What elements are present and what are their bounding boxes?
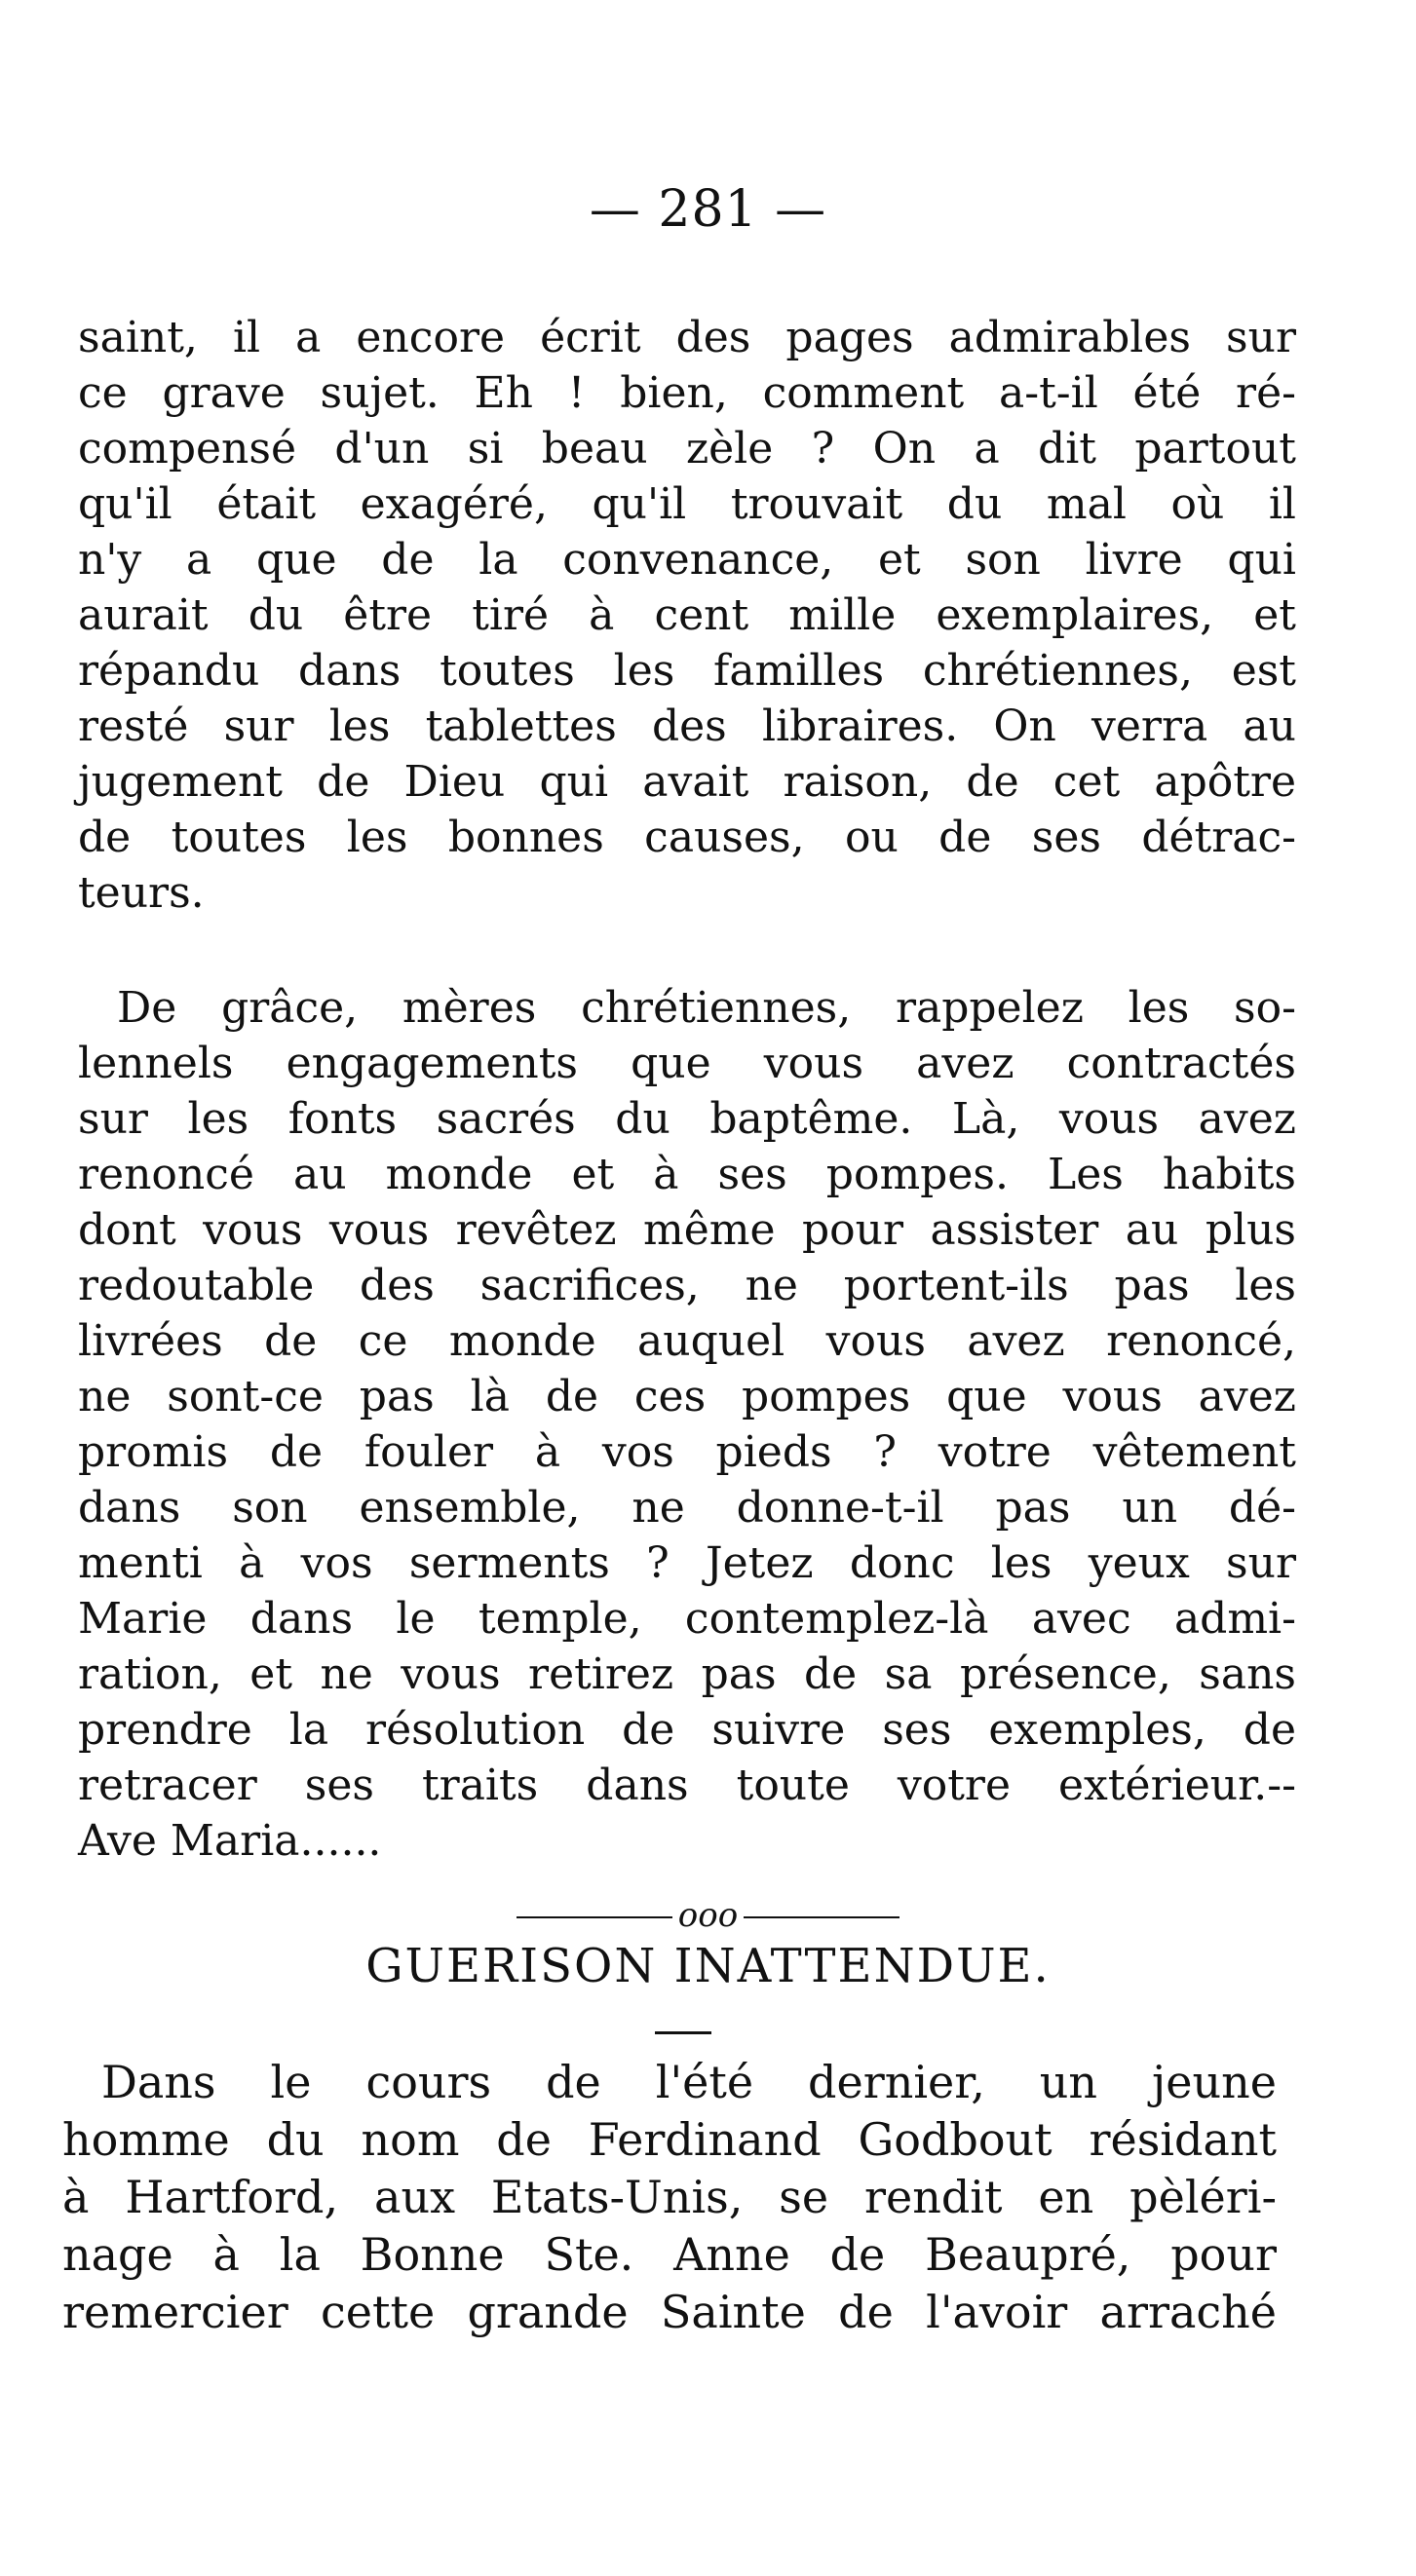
- section-title: GUERISON INATTENDUE.: [365, 1939, 1051, 1993]
- separator-rule-left: [517, 1916, 672, 1918]
- text-line: resté sur les tablettes des libraires. On verra au: [78, 701, 1296, 751]
- title-underline-rule: [655, 2031, 711, 2034]
- text-line: jugement de Dieu qui avait raison, de cet apôtre: [78, 757, 1296, 807]
- text-line: répandu dans toutes les familles chrétiennes, est: [78, 646, 1296, 696]
- text-line: livrées de ce monde auquel vous avez renoncé,: [78, 1316, 1296, 1366]
- text-line: de toutes les bonnes causes, ou de ses détrac-: [78, 813, 1296, 862]
- text-line: ne sont-ce pas là de ces pompes que vous avez: [78, 1372, 1296, 1421]
- paragraph-3: [62, 2054, 1277, 2341]
- text-line: compensé d'un si beau zèle ? On a dit partout: [78, 424, 1296, 474]
- text-line: qu'il était exagéré, qu'il trouvait du mal où il: [78, 479, 1296, 529]
- separator-label: ooo: [677, 1896, 739, 1935]
- text-line: saint, il a encore écrit des pages admirables sur: [78, 313, 1296, 362]
- text-line: promis de fouler à vos pieds ? votre vêtement: [78, 1427, 1296, 1477]
- separator-rule-right: [744, 1916, 899, 1918]
- text-line: prendre la résolution de suivre ses exemples, de: [78, 1705, 1296, 1755]
- text-line: aurait du être tiré à cent mille exemplaires, et: [78, 590, 1296, 640]
- text-line: De grâce, mères chrétiennes, rappelez les so-: [117, 983, 1296, 1033]
- paragraph-1: [78, 310, 1296, 921]
- text-line: Dans le cours de l'été dernier, un jeune: [101, 2056, 1277, 2108]
- text-line: homme du nom de Ferdinand Godbout résidant: [62, 2113, 1277, 2166]
- text-line: sur les fonts sacrés du baptême. Là, vous avez: [78, 1094, 1296, 1144]
- text-line: ce grave sujet. Eh ! bien, comment a-t-il été ré-: [78, 368, 1296, 418]
- text-line: dans son ensemble, ne donne-t-il pas un dé-: [78, 1483, 1296, 1533]
- text-line: Ave Maria......: [78, 1816, 382, 1866]
- text-line: retracer ses traits dans toute votre extérieur.--: [78, 1761, 1296, 1810]
- text-line: renoncé au monde et à ses pompes. Les habits: [78, 1150, 1296, 1199]
- text-line: dont vous vous revêtez même pour assister au plus: [78, 1205, 1296, 1255]
- text-line: à Hartford, aux Etats-Unis, se rendit en pèléri-: [62, 2171, 1277, 2223]
- text-line: redoutable des sacrifices, ne portent-ils pas les: [78, 1261, 1296, 1310]
- section-separator: [0, 1896, 1416, 1935]
- text-line: lennels engagements que vous avez contractés: [78, 1039, 1296, 1088]
- text-line: Marie dans le temple, contemplez-là avec admi-: [78, 1594, 1296, 1644]
- paragraph-2: [78, 980, 1296, 1869]
- text-line: remercier cette grande Sainte de l'avoir arraché: [62, 2286, 1277, 2338]
- text-line: nage à la Bonne Ste. Anne de Beaupré, pour: [62, 2228, 1277, 2281]
- text-line: ration, et ne vous retirez pas de sa présence, sans: [78, 1649, 1296, 1699]
- text-line: menti à vos serments ? Jetez donc les yeux sur: [78, 1538, 1296, 1588]
- text-line: teurs.: [78, 868, 205, 918]
- text-line: n'y a que de la convenance, et son livre qui: [78, 535, 1296, 585]
- page-number: — 281 —: [589, 180, 827, 239]
